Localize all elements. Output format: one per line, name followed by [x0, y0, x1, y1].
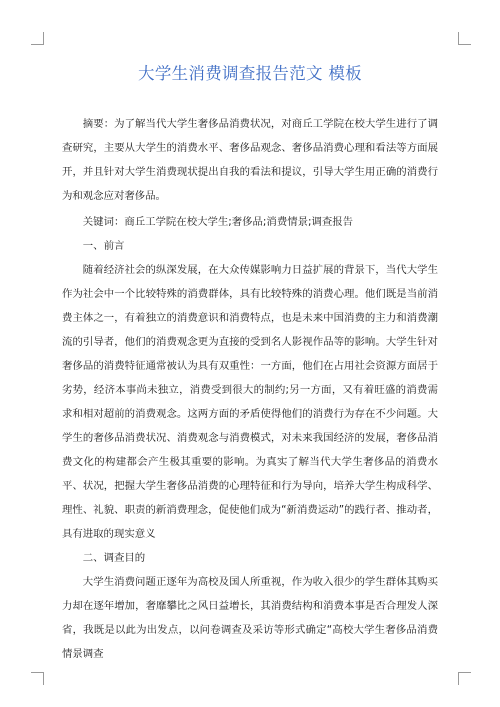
section-heading-purpose: 二、调查目的 [82, 552, 146, 564]
preface-paragraph: 随着经济社会的纵深发展，在大众传媒影响力日益扩展的背景下，当代大学生作为社会中一个比较特殊的消费群体，具有比较特殊的消费心理。他们既是当前消费主体之一，有着独立的消费意识和消费特点，也是未来中国消费的主力和消费潮流的引导者，他们的消费观念更为直接的受到名人影视作品等的影响。大学生针对奢侈品的消费特征通常被认为具有双重性：一方面，他们在占用社会资源方面居于劣势，经济本事尚未独立，消费受到很大的制约;另一方面，又有着旺盛的消费需求和相对超前的消费观念。这两方面的矛盾使得他们的消费行为存在不少问题。大学生的奢侈品消费状况、消费观念与消费模式，对未来我国经济的发展，奢侈品消费文化的构建都会产生极其重要的影响。为真实了解当代大学生奢侈品的消费水平、状况，把握大学生奢侈品消费的心理特征和行为导向，培养大学生构成科学、理性、礼貌、职责的新消费理念，促使他们成为“新消费运动”的践行者、推动者，具有进取的现实意义 [62, 264, 438, 540]
abstract-paragraph: 摘要：为了解当代大学生奢侈品消费状况，对商丘工学院在校大学生进行了调查研究，主要从大学生的消费水平、奢侈品观念、奢侈品消费心理和看法等方面展开，并且针对大学生消费现状提出自我的看法和提议，引导大学生用正确的消费行为和观念应对奢侈品。 [62, 118, 438, 202]
section-heading-preface: 一、前言 [82, 240, 125, 252]
document-body [62, 112, 438, 666]
crop-mark-bottom-right [458, 672, 471, 685]
keywords-line: 关键词：商丘工学院在校大学生;奢侈品;消费情景;调查报告 [82, 216, 354, 228]
crop-mark-bottom-left [31, 672, 44, 685]
crop-mark-top-left [31, 32, 44, 45]
document-title: 大学生消费调查报告范文 模板 [138, 64, 362, 83]
crop-mark-top-right [458, 32, 471, 45]
purpose-paragraph: 大学生消费问题正逐年为高校及国人所重视，作为收入很少的学生群体其购买力却在逐年增加，奢靡攀比之风日益增长，其消费结构和消费本事是否合理发人深省，我既是以此为出发点，以问卷调查及采访等形式确定“高校大学生奢侈品消费情景调查 [62, 576, 438, 660]
